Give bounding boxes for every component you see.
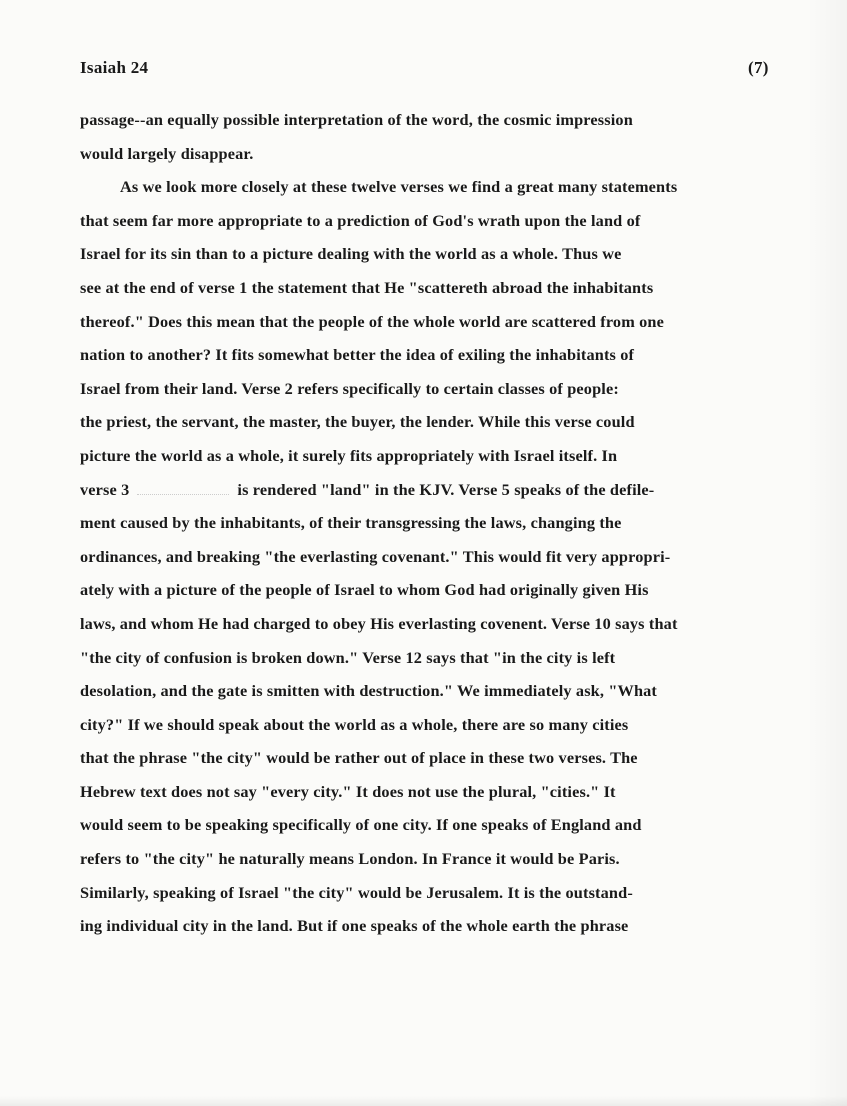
text-line: ment caused by the inhabitants, of their transgressing the laws, changing the	[80, 513, 622, 533]
text-line: ing individual city in the land. But if one speaks of the whole earth the phrase	[80, 916, 629, 936]
text-line: "the city of confusion is broken down." Verse 12 says that "in the city is left	[80, 647, 616, 667]
text-line: picture the world as a whole, it surely fits appropriately with Israel itself. In	[80, 445, 618, 465]
scan-edge-shading	[807, 0, 847, 1106]
scan-bottom-shading	[0, 1096, 847, 1106]
document-body	[80, 103, 790, 943]
text-line: nation to another? It fits somewhat better the idea of exiling the inhabitants of	[80, 345, 635, 365]
text-line: passage--an equally possible interpretation of the word, the cosmic impression	[80, 110, 633, 129]
page-number: (7)	[748, 58, 769, 77]
page-header-title: Isaiah 24	[80, 58, 149, 77]
text-segment: is rendered "land" in the KJV. Verse 5 speaks of the defile-	[237, 479, 655, 499]
omitted-word-blank	[137, 482, 229, 495]
text-line: city?" If we should speak about the world as a whole, there are so many cities	[80, 714, 629, 734]
text-line: would seem to be speaking specifically of one city. If one speaks of England and	[80, 815, 642, 835]
text-line: Hebrew text does not say "every city." It does not use the plural, "cities." It	[80, 781, 616, 801]
text-line: As we look more closely at these twelve verses we find a great many statements	[120, 177, 678, 197]
text-line: would largely disappear.	[80, 143, 254, 163]
text-line: that seem far more appropriate to a prediction of God's wrath upon the land of	[80, 210, 641, 230]
text-line: refers to "the city" he naturally means London. In France it would be Paris.	[80, 849, 620, 869]
text-line: see at the end of verse 1 the statement that He "scattereth abroad the inhabitants	[80, 277, 654, 297]
text-line	[80, 473, 790, 507]
text-line: desolation, and the gate is smitten with destruction." We immediately ask, "What	[80, 681, 658, 701]
text-line: that the phrase "the city" would be rather out of place in these two verses. The	[80, 748, 638, 768]
text-line: ordinances, and breaking "the everlasting covenant." This would fit very appropri-	[80, 546, 671, 566]
text-line: Similarly, speaking of Israel "the city" would be Jerusalem. It is the outstand-	[80, 882, 633, 902]
text-line: thereof." Does this mean that the people of the whole world are scattered from one	[80, 311, 665, 331]
text-line: ately with a picture of the people of Israel to whom God had originally given His	[80, 580, 649, 600]
text-line: the priest, the servant, the master, the buyer, the lender. While this verse could	[80, 412, 635, 432]
text-segment: verse 3	[80, 479, 130, 499]
text-line: laws, and whom He had charged to obey His everlasting covenent. Verse 10 says that	[80, 613, 678, 633]
text-line: Israel from their land. Verse 2 refers specifically to certain classes of people:	[80, 378, 619, 398]
text-line: Israel for its sin than to a picture dealing with the world as a whole. Thus we	[80, 244, 622, 264]
